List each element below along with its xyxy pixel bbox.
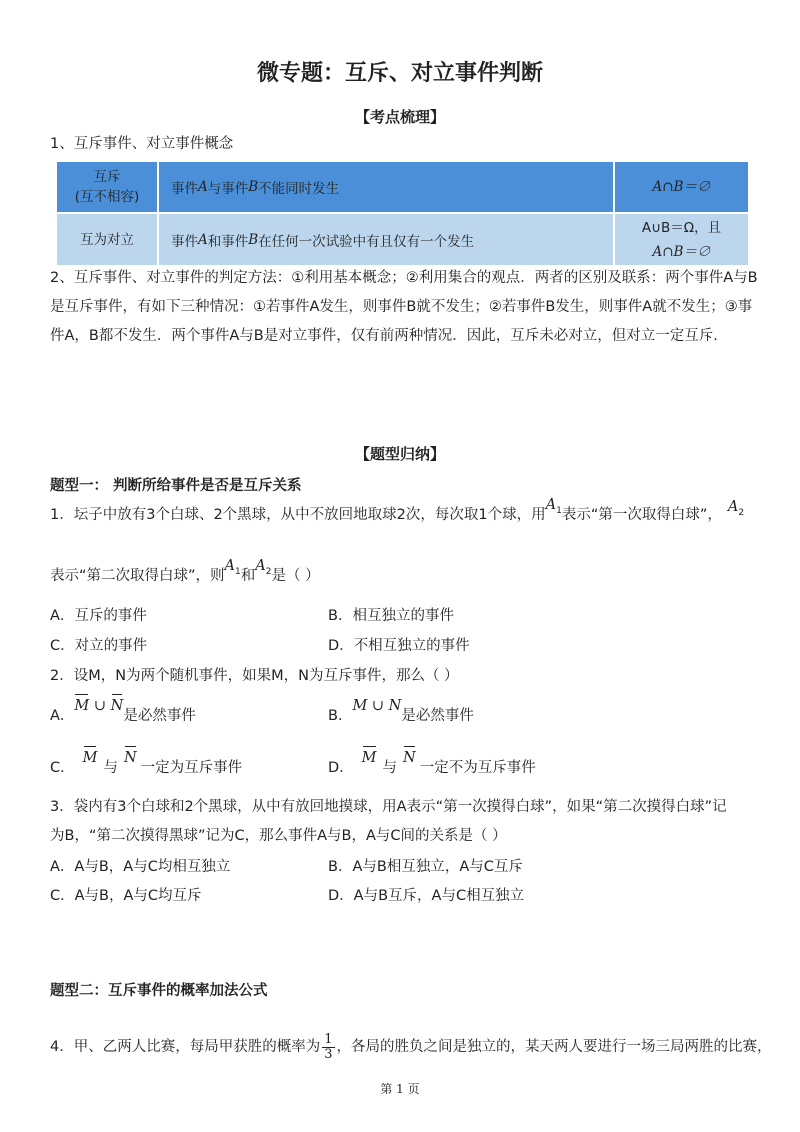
formula-line: A∩B＝∅ — [652, 243, 711, 260]
method-line-2: 是互斥事件，有如下三种情况：①若事件A发生，则事件B就不发生；②若事件B发生，则事件A就不发生；③事 — [50, 299, 753, 315]
event-symbol: A — [198, 179, 208, 195]
method-line-1: 2、互斥事件、对立事件的判定方法：①利用基本概念；②利用集合的观点．两者的区别及联系：两个事件A与B — [50, 270, 758, 286]
desc-text: 与事件 — [207, 181, 249, 197]
desc-text: 事件 — [171, 181, 198, 197]
q3-option-c: C．A与B，A与C均互斥 — [50, 888, 202, 904]
option-text: 是必然事件 — [401, 708, 474, 724]
q1-stem-line-2 — [50, 558, 320, 592]
q2-option-c — [50, 750, 243, 778]
label-line: (互不相容) — [74, 189, 140, 205]
event-symbol: A — [198, 231, 208, 248]
q1-text: 表示“第二次取得白球”，则 — [50, 568, 225, 584]
q1-option-a: A．互斥的事件 — [50, 608, 147, 624]
q1-stem-line-1 — [50, 497, 745, 531]
q1-text: 1．坛子中放有3个白球、2个黑球，从中不放回地取球2次，每次取1个球，用 — [50, 507, 546, 523]
option-text: 与 — [103, 760, 118, 776]
method-line-3: 件A，B都不发生．两个事件A与B是对立事件，仅有前两种情况．因此，互斥未必对立，但对立一定互斥. — [50, 328, 718, 344]
type2-heading: 题型二：互斥事件的概率加法公式 — [50, 983, 268, 999]
q3-stem-line-1: 3．袋内有3个白球和2个黑球，从中有放回地摸球，用A表示“第一次摸得白球”，如果“第二次摸得白球”记 — [50, 799, 727, 815]
complement-symbol: N — [123, 750, 137, 766]
page-footer: 第 1 页 — [380, 1082, 420, 1096]
event-symbol: A — [224, 558, 236, 574]
fraction — [322, 1033, 334, 1062]
concept-table — [57, 162, 748, 265]
subscript: 2 — [265, 566, 272, 577]
q1-option-c: C．对立的事件 — [50, 638, 148, 654]
event-symbol: A — [727, 499, 739, 515]
option-label: B． — [328, 708, 353, 724]
desc-text: 事件 — [171, 233, 198, 250]
q3-stem-line-2: 为B，“第二次摸得黑球”记为C，那么事件A与B，A与C间的关系是（ ） — [50, 828, 507, 844]
event-symbol: B — [248, 179, 259, 195]
option-text: 与 — [382, 760, 398, 776]
q4-text: ，各局的胜负之间是独立的，某天两人要进行一场三局两胜的比赛， — [336, 1039, 772, 1055]
table-cell-desc-exclusive — [159, 162, 613, 212]
label-line: 互斥 — [93, 169, 121, 185]
q2-stem: 2．设M，N为两个随机事件，如果M，N为互斥事件，那么（ ） — [50, 668, 459, 684]
table-cell-label-exclusive — [57, 162, 157, 212]
q1-option-b: B．相互独立的事件 — [328, 608, 454, 624]
complement-symbol: N — [110, 698, 124, 714]
desc-text: 在任何一次试验中有且仅有一个发生 — [258, 233, 475, 250]
q1-text: 表示“第一次取得白球”， — [561, 507, 722, 523]
option-label: C． — [50, 760, 75, 776]
q1-option-d: D．不相互独立的事件 — [328, 638, 470, 654]
section-heading-types: 【题型归纳】 — [354, 445, 445, 463]
page-title: 微专题：互斥、对立事件判断 — [256, 61, 543, 86]
q3-option-a: A．A与B，A与C均相互独立 — [50, 859, 231, 875]
option-text: 一定不为互斥事件 — [419, 760, 536, 776]
q3-option-d: D．A与B互斥，A与C相互独立 — [328, 888, 525, 904]
formula-line: A∪B＝Ω，且 — [641, 219, 722, 236]
union-operator: ∪ — [89, 698, 111, 714]
complement-symbol: M — [82, 750, 98, 766]
option-text: 一定为互斥事件 — [140, 760, 243, 776]
q4-text: 4．甲、乙两人比赛，每局甲获胜的概率为 — [50, 1039, 321, 1055]
fraction-denominator: 3 — [324, 1046, 333, 1062]
event-symbol: A — [545, 497, 557, 513]
q4-stem — [50, 1030, 772, 1064]
complement-symbol: N — [403, 750, 416, 766]
q2-option-a — [50, 698, 196, 726]
subscript: 1 — [556, 505, 562, 516]
table-cell-formula-exclusive: A∩B＝∅ — [615, 162, 748, 212]
union-expression: M ∪ N — [352, 698, 402, 714]
concept-heading: 1、互斥事件、对立事件概念 — [50, 136, 234, 152]
table-cell-formula-complementary — [615, 214, 748, 265]
q2-option-d — [328, 750, 536, 778]
event-symbol: B — [248, 231, 259, 248]
q1-text: 和 — [240, 568, 256, 584]
q3-option-b: B．A与B相互独立，A与C互斥 — [328, 859, 523, 875]
complement-symbol: M — [74, 698, 90, 714]
option-text: 是必然事件 — [123, 708, 196, 724]
table-cell-label-complementary: 互为对立 — [57, 214, 157, 265]
subscript: 2 — [738, 507, 745, 518]
type1-heading: 题型一： 判断所给事件是否是互斥关系 — [50, 478, 302, 494]
table-cell-desc-complementary — [159, 214, 613, 265]
section-heading-review: 【考点梳理】 — [354, 108, 445, 126]
subscript: 1 — [235, 566, 241, 577]
desc-text: 和事件 — [207, 233, 249, 250]
complement-symbol: M — [361, 750, 377, 766]
option-label: D． — [328, 760, 354, 776]
q2-option-b — [328, 698, 474, 726]
event-symbol: A — [255, 558, 266, 574]
fraction-numerator: 1 — [324, 1031, 333, 1047]
desc-text: 不能同时发生 — [258, 181, 340, 197]
q1-text: 是（ ） — [271, 568, 320, 584]
option-label: A． — [50, 708, 75, 724]
